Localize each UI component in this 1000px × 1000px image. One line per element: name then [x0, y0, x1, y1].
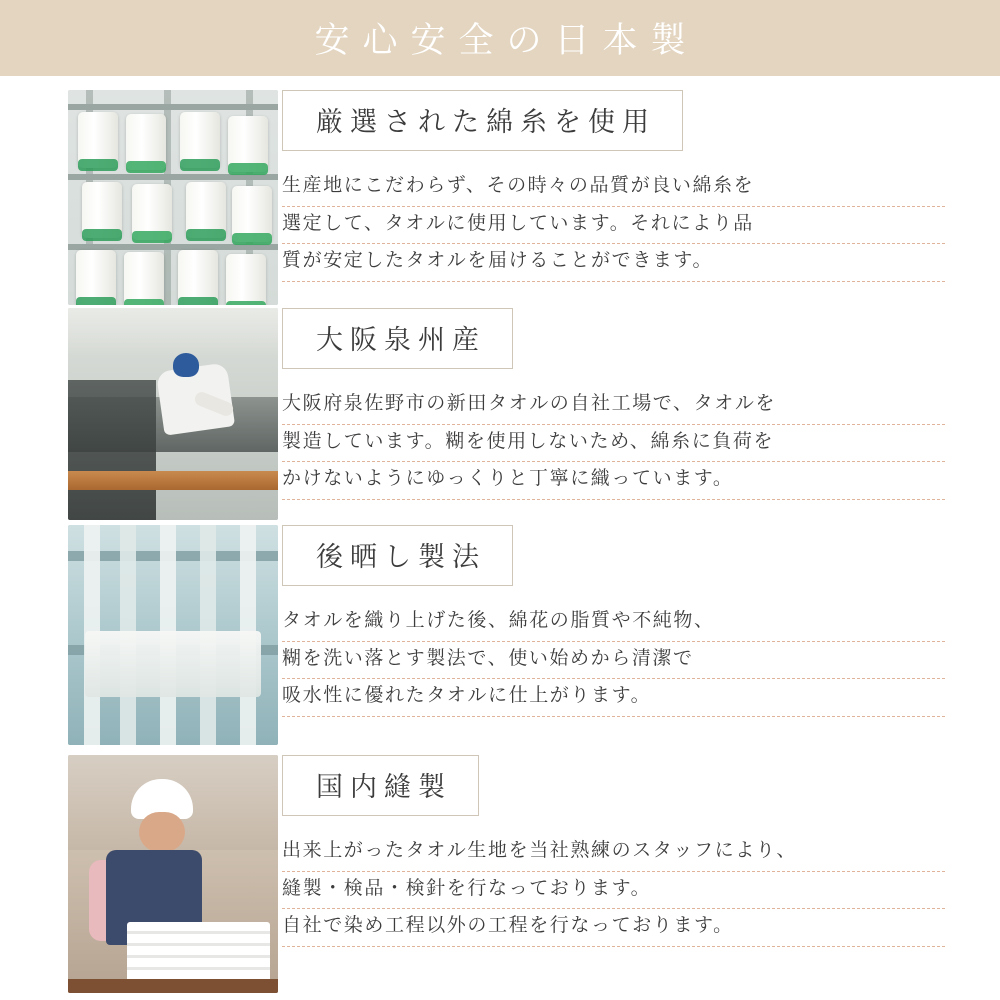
page-banner — [0, 0, 1000, 76]
body-line: 自社で染め工程以外の工程を行なっております。 — [282, 909, 945, 947]
photo-column-2 — [0, 308, 282, 520]
page-title: 安心安全の日本製 — [314, 21, 699, 61]
section-heading-2: 大阪泉州産 — [282, 308, 513, 369]
feature-section-3 — [0, 525, 1000, 745]
text-column-3 — [282, 525, 1000, 745]
text-column-2 — [282, 308, 1000, 520]
sewing-staff-photo — [68, 755, 278, 993]
body-line: タオルを織り上げた後、綿花の脂質や不純物、 — [282, 604, 945, 642]
section-body-4 — [282, 834, 945, 947]
photo-column-4 — [0, 755, 282, 993]
body-line: 糊を洗い落とす製法で、使い始めから清潔で — [282, 642, 945, 680]
body-line: 縫製・検品・検針を行なっております。 — [282, 872, 945, 910]
section-body-3 — [282, 604, 945, 717]
body-line: 吸水性に優れたタオルに仕上がります。 — [282, 679, 945, 717]
weaving-loom-photo — [68, 308, 278, 520]
text-column-4 — [282, 755, 1000, 993]
body-line: 生産地にこだわらず、その時々の品質が良い綿糸を — [282, 169, 945, 207]
bleaching-process-photo — [68, 525, 278, 745]
text-column-1 — [282, 90, 1000, 305]
body-line: 質が安定したタオルを届けることができます。 — [282, 244, 945, 282]
section-heading-1: 厳選された綿糸を使用 — [282, 90, 683, 151]
feature-section-2 — [0, 308, 1000, 520]
feature-section-1 — [0, 90, 1000, 305]
section-heading-3: 後晒し製法 — [282, 525, 513, 586]
photo-column-1 — [0, 90, 282, 305]
cotton-yarn-cones-photo — [68, 90, 278, 305]
photo-column-3 — [0, 525, 282, 745]
section-body-2 — [282, 387, 945, 500]
body-line: 出来上がったタオル生地を当社熟練のスタッフにより、 — [282, 834, 945, 872]
section-heading-4: 国内縫製 — [282, 755, 479, 816]
body-line: かけないようにゆっくりと丁寧に織っています。 — [282, 462, 945, 500]
feature-section-4 — [0, 755, 1000, 993]
body-line: 大阪府泉佐野市の新田タオルの自社工場で、タオルを — [282, 387, 945, 425]
section-body-1 — [282, 169, 945, 282]
body-line: 選定して、タオルに使用しています。それにより品 — [282, 207, 945, 245]
body-line: 製造しています。糊を使用しないため、綿糸に負荷を — [282, 425, 945, 463]
